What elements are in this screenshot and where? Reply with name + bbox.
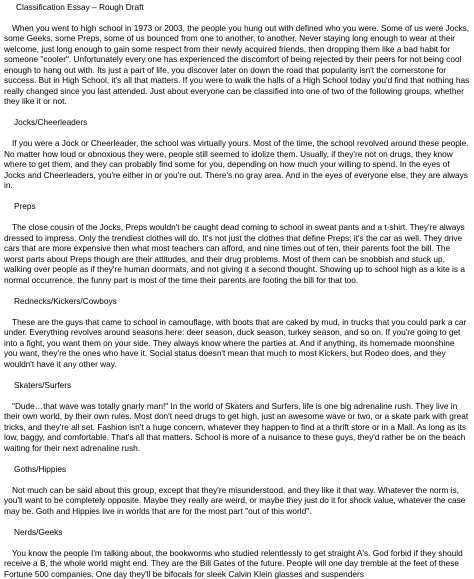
rednecks-section [4, 296, 470, 370]
intro-paragraph: When you went to high school in 1973 or 2003, the people you hung out with defined who you were. Some of us were Jocks, some Geeks, some Preps, some of us bounced from one to another, to another. Never staying long enough to wear at their welcome, just long enough to gain some respect from their newly acquired friends, then dropping them like a bad habit for someone "cooler". Unfortunately every one has experienced the discomfort of being rejected by their peers for not being cool enough to hang out with. Its just a part of life, you discover later on down the road that popularity isn't the cornerstone for success. But in High School, it's all that matters. If you were to walk the halls of a High School today you'd find that nothing has really changed since you last attended. Just about everyone can be classified into one of two of the following groups, whether they like it or not. [4, 23, 470, 107]
section-paragraph: These are the guys that came to school in camouflage, with boots that are caked by mud, in trucks that you could park a car under. Everything revolves around seasons here: deer season, duck season, turkey season, and so on. If you're going to get into a fight, you want them on your side. They always know where the parties at. And if anything, its homemade moonshine you want, they're the ones who have it. Social status doesn't mean that much to most Kickers, but Rodeo does, and they wouldn't have it any other way. [4, 317, 470, 370]
section-paragraph: You know the people I'm talking about, the bookworms who studied relentlessly to get straight A's. God forbid if they should receive a B, the whole world might end. They are the Bill Gates of the future. People will one day tremble at the feet of these Fortune 500 companies. One day they'll be bifocals for sleek Calvin Klein glasses and suspenders [4, 548, 470, 579]
section-paragraph: Not much can be said about this group, except that they're misunderstood, and they like it that way. Whatever the norm is, you'll want to be completely opposite. Maybe they really are weird, or maybe they just do it for shock value, whatever the case may be. Goth and Hippies live in worlds that are for the most part "out of this world". [4, 485, 470, 517]
section-paragraph: If you were a Jock or Cheerleader, the school was virtually yours. Most of the time, the school revolved around these people. No matter how loud or obnoxious they were, people still seemed to idolize them. Usually, if they're not on drugs, they know where to get them, and they can probably find some for you, depending on how much your willing to spend. In the eyes of Jocks and Cheerleaders, you're either in or you're out. There's no gray area. And in the eyes of everyone else, they are always in. [4, 138, 470, 191]
section-paragraph: The close cousin of the Jocks, Preps wouldn't be caught dead coming to school in sweat pants and a t-shirt. They're always dressed to impress. Only the trendiest clothes will do. It's not just the clothes that define Preps; it's the car as well. They drive cars that are more expensive then what most teachers can afford, and nine times out of ten, their parents foot the bill. The worst parts about Preps though are their attitudes, and their drug problems. Most of them can be snobbish and stuck up, walking over people as if they're human doormats, and not giving it a second thought. Showing up to school high as a kite is a normal occurrence, the funny part is most of the time their parents are footing the bill for that too. [4, 222, 470, 285]
section-heading: Jocks/Cheerleaders [4, 117, 470, 128]
section-paragraph: "Dude…that wave was totally gnarly man!" In the world of Skaters and Surfers, life is one big adrenaline rush. They live in their own world, by their own rules. Most don't need drugs to get high, just an awesome wave or two, or a skate park with great tricks, and they're all set. Fashion isn't a huge concern, whatever they happen to find at a thrift store or in a Mall. As long as its low, baggy, and comfortable. That's all that matters. School is more of a nuisance to these guys, they'd rather be on the beach waiting for their next adrenaline rush. [4, 401, 470, 454]
section-heading: Rednecks/Kickers/Cowboys [4, 296, 470, 307]
nerds-section [4, 527, 470, 579]
preps-section [4, 201, 470, 285]
jocks-section [4, 117, 470, 191]
skaters-section [4, 380, 470, 454]
goths-section [4, 464, 470, 517]
document-title: Classification Essay – Rough Draft [16, 2, 470, 13]
section-heading: Nerds/Geeks [4, 527, 470, 538]
section-heading: Goths/Hippies [4, 464, 470, 475]
section-heading: Preps [4, 201, 470, 212]
section-heading: Skaters/Surfers [4, 380, 470, 391]
intro-section [4, 23, 470, 107]
